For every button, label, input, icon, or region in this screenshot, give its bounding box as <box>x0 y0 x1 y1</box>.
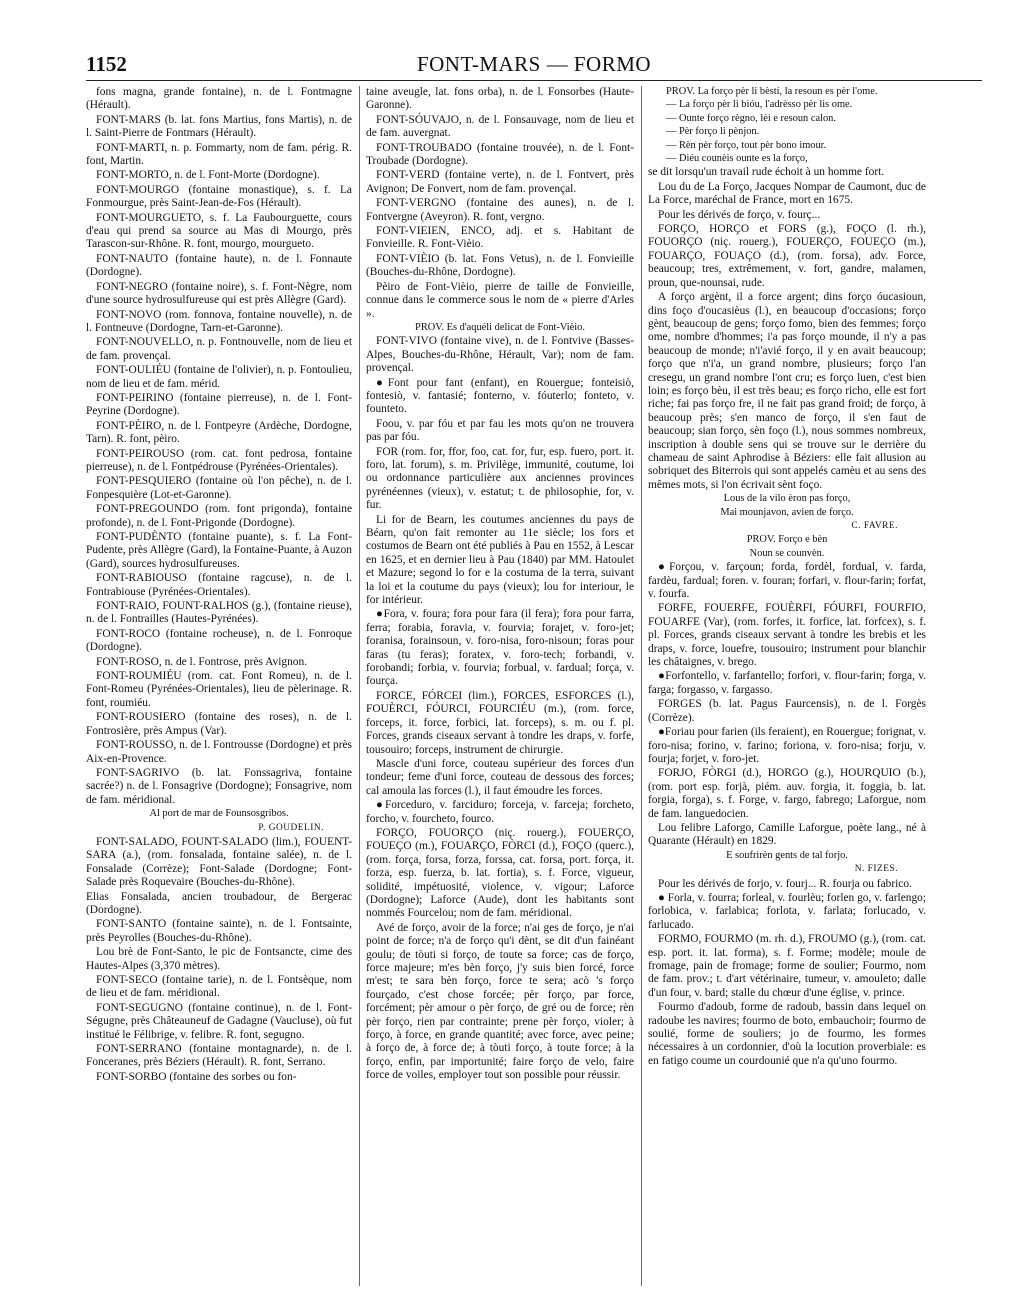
dictionary-entry: fons magna, grande fontaine), n. de l. Fontmagne (Hérault). <box>86 86 352 112</box>
dictionary-entry: Lou brè de Font-Santo, le pic de Fontsancte, cime des Hautes-Alpes (3,370 mètres). <box>86 946 352 972</box>
dictionary-entry: FORMO, FOURMO (m. rh. d.), FROUMO (g.), (rom. cat. esp. port. it. lat. forma), s. f. Forme; modèle; moule de fromage, pain de fromage; forme de soulier; Fourmo, nom de fam. prov.; t. d'art vétérinaire, tumeur, v. amouleto; dalle d'un four, v. bard; stalle du chœur d'une église, v. prince. <box>648 933 926 999</box>
dictionary-entry: Foou, v. par fóu et par fau les mots qu'on ne trouvera pas par fóu. <box>366 417 634 444</box>
dictionary-entry: FORCE, FÓRCEI (lim.), FORCES, ESFORCES (l.), FOUÈRCI, FÓURCI, FOURCIÉU (m.), (rom. force, forceps, it. force, forbici, lat. forceps), s. m. ou f. pl. Forces, grands ciseaux servant à tondre les draps, v. forfe, tousouiro; forceps, instrument de chirurgie. <box>366 689 634 756</box>
dictionary-entry: Mai mounjavon, avien de forço. <box>720 506 854 518</box>
dictionary-entry: FONT-SERRANO (fontaine montagnarde), n. de l. Fonceranes, près Béziers (Hérault). R. font, Serrano. <box>86 1043 352 1069</box>
dictionary-entry: ●Forçou, v. farçoun; forda, fordèl, fordual, v. farda, fardèu, fardual; foren. v. fouran; forfari, v. flour-farin; forfat, v. fourfa. <box>648 561 926 601</box>
dictionary-entry: FONT-SECO (fontaine tarie), n. de l. Fontsèque, nom de lieu et de fam. méridional. <box>86 974 352 1000</box>
dictionary-entry: FONT-PEIROUSO (rom. cat. font pedrosa, fontaine pierreuse), n. de l. Fontpédrouse (Pyrénées-Orientales). <box>86 447 352 473</box>
dictionary-entry: — Rèn pèr forço, tout pèr bono imour. <box>666 139 827 151</box>
dictionary-entry: FONT-TROUBADO (fontaine trouvée), n. de l. Font-Troubade (Dordogne). <box>366 141 634 168</box>
dictionary-entry: ● Forla, v. fourra; forleal, v. fourlèu; forlen go, v. farlengo; forlobica, v. farlabica; forlota, v. farlata; forlucado, v. farlucado. <box>648 891 926 931</box>
dictionary-entry: FORÇO, HORÇO et FORS (g.), FOÇO (l. rh.), FOUORÇO (niç. rouerg.), FOUERÇO, FOUEÇO (m.), FOUARÇO, FOUAÇO (d.), (rom. forsa), adv. Force, beaucoup; tres, extrêmement, v. fort, gandre, malamen, proun, que-nounsai, rude. <box>648 223 926 289</box>
dictionary-entry: FONT-MORTO, n. de l. Font-Morte (Dordogne). <box>96 169 320 182</box>
dictionary-entry: FONT-MOURGUETO, s. f. La Faubourguette, cours d'eau qui prend sa source au Mas di Mourgo, près Tarascon-sur-Rhône. R. font, mourgo, mourgueto. <box>86 211 352 251</box>
dictionary-entry: ●Fora, v. foura; fora pour fara (il fera); fora pour farra, ferra; forabia, foravia, v. fourvia; forajet, v. foro-jet; foranisa, forainsoun, v. foro-nisa, foro-nisoun; foras pour faras (tu feras); foratex, v. foro-tech; forbandi, v. forobandi; forbia, v. fourvia; forbual, v. fardual; força, v. fourça. <box>366 608 634 688</box>
dictionary-entry: ●Font pour fant (enfant), en Rouergue; fonteisiò, fontesiò, v. fantasié; fonterno, v. fóuterlo; fonteto, v. founteto. <box>366 376 634 416</box>
dictionary-entry: FONT-NOUVELLO, n. p. Fontnouvelle, nom de lieu et de fam. provençal. <box>86 336 352 362</box>
header-rule <box>86 80 982 81</box>
dictionary-entry: FONT-OULIÉU (fontaine de l'olivier), n. p. Fontoulieu, nom de lieu et de fam. mérid. <box>86 364 352 390</box>
dictionary-entry: FONT-ROUMIÉU (rom. cat. Font Romeu), n. de l. Font-Romeu (Pyrénées-Orientales), lieu de pèlerinage. R. font, roumiéu. <box>86 670 352 709</box>
dictionary-entry: Lous de la vilo èron pas forço, <box>723 493 851 505</box>
dictionary-entry: Lou felibre Laforgo, Camille Laforgue, poète lang., né à Quarante (Hérault) en 1829. <box>648 821 926 848</box>
dictionary-entry: Lou du de La Forço, Jacques Nompar de Caumont, duc de La Force, maréchal de France, mort en 1675. <box>648 180 926 207</box>
dictionary-entry: taine aveugle, lat. fons orba), n. de l. Fonsorbes (Haute-Garonne). <box>366 86 634 112</box>
column-2 <box>366 86 634 1286</box>
dictionary-entry: FORFE, FOUERFE, FOUÈRFI, FÓURFI, FOURFIO, FOUARFE (Var), (rom. forfes, it. forfice, lat. forfcex), s. f. pl. Forces, grands ciseaux servant à tondre les brebis et les draps, v. force, louefre, tousouiro; instrument pour blanchir les châtaignes, v. brego. <box>648 602 926 669</box>
dictionary-entry: C. FAVRE. <box>851 521 898 531</box>
dictionary-entry: PROV. Es d'aquéli delicat de Font-Vièio. <box>415 321 585 333</box>
dictionary-entry: — Diéu counèis ounte es la forço, <box>666 153 808 165</box>
dictionary-entry: ●Forfontello, v. farfantello; forfori, v. flour-farin; forga, v. farga; forgasso, v. fargasso. <box>648 670 926 696</box>
dictionary-entry: FONT-RABIOUSO (fontaine ragcuse), n. de l. Fontrabiouse (Pyrénées-Orientales). <box>86 572 352 598</box>
dictionary-entry: Pour les dérivés de forço, v. fourç... <box>658 208 821 221</box>
dictionary-entry: Elias Fonsalada, ancien troubadour, de Bergerac (Dordogne). <box>86 890 352 916</box>
dictionary-entry: FONT-PUDÈNTO (fontaine puante), s. f. La Font-Pudente, près Allègre (Gard), la Fontaine-Puante, à Auzon (Gard), sources hydrosulfureuses. <box>86 531 352 570</box>
dictionary-entry: E soufrirèn gents de tal forjo. <box>726 849 848 861</box>
dictionary-entry: FONT-PÈIRO, n. de l. Fontpeyre (Ardèche, Dordogne, Tarn). R. font, pèiro. <box>86 419 352 446</box>
dictionary-entry: FONT-SAGRIVO (b. lat. Fonssagriva, fontaine sacrée?) n. de l. Fonsagrive (Dordogne); Fonsagrive, nom de fam. méridional. <box>86 766 352 806</box>
dictionary-entry: FONT-PEIRINO (fontaine pierreuse), n. de l. Font-Peyrine (Dordogne). <box>86 391 352 418</box>
page-header <box>86 52 982 82</box>
dictionary-entry: FOR (rom. for, ffor, foo, cat. for, fur, esp. fuero, port. it. foro, lat. forum), s. m. Privilège, immunité, coutume, loi ou ordonnance particulière aux anciennes provinces pyrénéennes (vieux), v. estatut; t. de philosophie, for, v. fur. <box>366 445 634 512</box>
dictionary-entry: A forço argènt, il a force argent; dins forço óucasioun, dins foço d'oucasièus (l.), en beaucoup d'occasions; forço gènt, beaucoup de gens; forço fomo, bien des femmes; forço ome, nombre d'hommes; i'a pas forço mounde, il n'y a pas beaucoup de monde; n'i'avié forço, il y en avait beaucoup; forço que n'i'a, un grand nombre, plusieurs; forço l'an cresegu, un grand nombre l'ont cru; es forço luen, c'est bien loin; es forço bèu, il est très beau; es forço richo, elle est fort riche; fai pas forço fre, il ne fait pas grand froid; de forço, à beaucoup près; s'en manco de forço, il s'en faut de beaucoup; sian forço, sèn foço (l.), nous sommes nombreux, inscription à double sens qui se trouve sur le derrière du chameau de saint Aphrodise à Béziers: elle fait allusion au sobriquet des Biterrois qui sont appelés camèu et au sens des mêmes mots, si l'on écrivait sènt foço. <box>648 291 926 491</box>
column-1 <box>86 86 352 1286</box>
dictionary-entry: FORÇO, FOUORÇO (niç. rouerg.), FOUERÇO, FOUEÇO (m.), FOUARÇO, FÒRCI (d.), FOÇO (querc.), (rom. força, forsa, forza, forssa, cat. forsa, port. força, it. forza, esp. fuerza, b. lat. fortia), s. f. Force, vigueur, solidité, impétuosité, violence, v. vigour; Laforce (Dordogne); Laforce (Aude), dont les habitants sont nommés Fourcelou; nom de fam. méridional. <box>366 826 634 920</box>
dictionary-entry: ●Forceduro, v. farciduro; forceja, v. farceja; forcheto, forcho, v. fourcheto, fourco. <box>366 799 634 825</box>
dictionary-entry: FONT-PESQUIERO (fontaine où l'on pêche), n. de l. Fonpesquière (Lot-et-Garonne). <box>86 475 352 501</box>
dictionary-entry: FONT-SEGUGNO (fontaine continue), n. de l. Font-Ségugne, près Châteauneuf de Gadagne (Vaucluse), où fut institué le Félibrige, v. felibre. R. font, segugno. <box>86 1001 352 1041</box>
dictionary-entry: FONT-VERD (fontaine verte), n. de l. Fontvert, près Avignon; De Fonvert, nom de fam. provençal. <box>366 169 634 195</box>
dictionary-entry: — Pèr forço li pènjon. <box>666 126 760 138</box>
dictionary-entry: FORJO, FÒRGI (d.), HORGO (g.), HOURQUIO (b.), (rom. port esp. forjà, piém. auv. forgia, it. foggia, b. lat. forgia, forga), s. f. Forge, v. fargo, fabrego; Laforgue, nom de fam. languedocien. <box>648 767 926 820</box>
dictionary-entry: Pour les dérivés de forjo, v. fourj... R. fourja ou fabrico. <box>658 877 912 890</box>
dictionary-entry: FONT-VIÈIO (b. lat. Fons Vetus), n. de l. Fonvieille (Bouches-du-Rhône, Dordogne). <box>366 252 634 279</box>
dictionary-entry: FONT-MOURGO (fontaine monastique), s. f. La Fonmourgue, près Saint-Jean-de-Fos (Hérault). <box>86 183 352 210</box>
dictionary-entry: FONT-NAUTO (fontaine haute), n. de l. Fonnaute (Dordogne). <box>86 252 352 279</box>
dictionary-entry: FONT-ROCO (fontaine rocheuse), n. de l. Fonroque (Dordogne). <box>86 627 352 654</box>
dictionary-entry: FONT-NOVO (rom. fonnova, fontaine nouvelle), n. de l. Fontneuve (Dordogne, Tarn-et-Garonne). <box>86 308 352 334</box>
dictionary-entry: FONT-PREGOUNDO (rom. font prigonda), fontaine profonde), n. de l. Font-Prigonde (Dordogne). <box>86 503 352 529</box>
dictionary-entry: FONT-VIEIEN, ENCO, adj. et s. Habitant de Fonvieille. R. Font-Vièio. <box>366 225 634 251</box>
dictionary-entry: PROV. Forço e bèn <box>746 534 828 546</box>
dictionary-entry: FONT-SANTO (fontaine sainte), n. de l. Fontsainte, près Peyrolles (Bouches-du-Rhône). <box>86 918 352 944</box>
dictionary-entry: FONT-SÓUVAJO, n. de l. Fonsauvage, nom de lieu et de fam. auvergnat. <box>366 113 634 140</box>
dictionary-entry: ●Foriau pour farien (ils feraient), en Rouergue; forignat, v. foro-nisa; forino, v. farino; foriona, v. foro-nisa; forju, v. fourja; forjet, v. foro-jet. <box>648 726 926 765</box>
dictionary-entry: PROV. La forço pèr li bèstí, la resoun es pèr l'ome. <box>666 86 878 97</box>
dictionary-entry: Mascle d'uni force, couteau supérieur des forces d'un tondeur; feme d'uni force, couteau de dessous des forces; cal amoula las forces (l.), il faut émoudre les forces. <box>366 757 634 797</box>
column-divider <box>359 86 360 1286</box>
dictionary-entry: Fourmo d'adoub, forme de radoub, bassin dans lequel on radoube les navires; fourmo de boto, embauchoir; fourmo de soulié, forme de souliers; jo de fourmo, les formes nécessaires à un cordonnier, d'où la locution proverbiale: es en fatigo coume un courdounié que n'a qu'uno fourmo. <box>648 1001 926 1067</box>
dictionary-entry: FONT-VERGNO (fontaine des aunes), n. de l. Fontvergne (Aveyron). R. font, vergno. <box>366 197 634 223</box>
dictionary-entry: FONT-MARS (b. lat. fons Martius, fons Martis), n. de l. Saint-Pierre de Fontmars (Hérault). <box>86 113 352 140</box>
column-divider <box>641 86 642 1286</box>
dictionary-entry: — Ounte forço règno, lèi e resoun calon. <box>666 112 836 124</box>
dictionary-entry: N. FIZES. <box>854 864 898 875</box>
dictionary-entry: FONT-SALADO, FOUNT-SALADO (lim.), FOUENT-SARA (a.), (rom. fonsalada, fontaine salée), n. de l. Fonsalade (Corrèze); Font-Salade (Dordogne; Font-Salade près Roquevaire (Bouches-du-Rhône). <box>86 835 352 889</box>
dictionary-entry: Li for de Bearn, les coutumes anciennes du pays de Béarn, qu'on fait remonter au 11e siècle; los fors et costumos de Bearn ont été publiés à Pau en 1552, à Lescar en 1625, et en dernier lieu à Pau (1840) par MM. Hatoulet et Mazure; segond lo for e la costuma de la terra, suivant la loi et la coutume du pays (vieux); lou for interiour, le for intérieur. <box>366 513 634 607</box>
dictionary-entry: FONT-ROSO, n. de l. Fontrose, près Avignon. <box>96 655 308 668</box>
dictionary-entry: FONT-VIVO (fontaine vive), n. de l. Fontvive (Basses-Alpes, Bouches-du-Rhône, Hérault, Var); nom de fam. provençal. <box>366 335 634 375</box>
page-number: 1152 <box>86 52 127 76</box>
dictionary-entry: FONT-MARTI, n. p. Fommarty, nom de fam. périg. R. font, Martin. <box>86 141 352 168</box>
dictionary-entry: FONT-ROUSIERO (fontaine des roses), n. de l. Fontrosière, près Ampus (Var). <box>86 711 352 737</box>
dictionary-entry: P. GOUDELIN. <box>258 822 324 833</box>
dictionary-entry: Al port de mar de Founsosgribos. <box>149 808 289 820</box>
dictionary-entry: FONT-SORBO (fontaine des sorbes ou fon- <box>96 1070 297 1083</box>
dictionary-entry: Pèiro de Font-Vièio, pierre de taille de Fonvieille, connue dans le commerce sous le nom de « pierre d'Arles ». <box>366 280 634 320</box>
dictionary-entry: FORGES (b. lat. Pagus Faurcensis), n. de l. Forgès (Corrèze). <box>648 698 926 724</box>
dictionary-entry: se dit lorsqu'un travail rude échoit à un homme fort. <box>648 166 885 179</box>
running-head: FONT-MARS — FORMO <box>416 52 652 76</box>
dictionary-entry: FONT-RAIO, FOUNT-RALHOS (g.), (fontaine rieuse), n. de l. Fontrailles (Hautes-Pyrénées). <box>86 600 352 626</box>
dictionary-entry: — La forço pèr li bióu, l'adrèsso pèr lis ome. <box>666 99 853 111</box>
dictionary-entry: FONT-ROUSSO, n. de l. Fontrousse (Dordogne) et près Aix-en-Provence. <box>86 739 352 765</box>
dictionary-entry: FONT-NEGRO (fontaine noire), s. f. Font-Nègre, nom d'une source hydrosulfureuse qui est près Allègre (Gard). <box>86 280 352 307</box>
dictionary-entry: Noun se counvèn. <box>749 547 825 559</box>
dictionary-entry: Avé de forço, avoir de la force; n'ai ges de forço, je n'ai point de force; n'a de forço qu'i dènt, se dit d'un fainéant goulu; de tòuti si forço, de toute sa force; cas de forço, force majeure; m'es bèn forço, j'y suis bien forcé, force m'est; te sara bèn forço, force te sera; acò 's forço fourçado, c'est chose forcée; pèr forço, par force, forcément; pèr amour o pèr forço, de gré ou de force; rèn pèr forço, rien par contrainte; prene pèr forço, violer; à forço, à force, en grande quantité; avec force, avec peine; à forço de, à force de; à tòuti forço, à toute force; à la forço, enfin, par importunité; faire forço de velo, faire force de voiles, employer tout son possible pour réussir. <box>366 921 634 1082</box>
column-3 <box>648 86 926 1286</box>
